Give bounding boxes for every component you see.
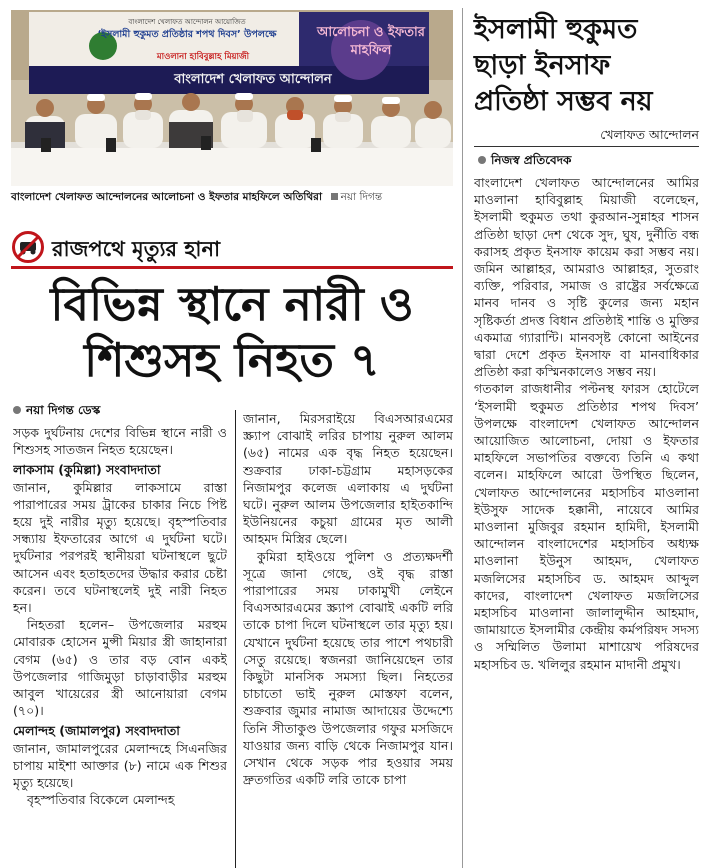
paragraph: বৃহস্পতিবার বিকেলে মেলান্দহ <box>27 792 175 808</box>
left-headline <box>11 276 453 388</box>
left-byline <box>13 402 100 422</box>
paragraph: জানান, জামালপুরের মেলান্দহে সিএনজির চাপায় মাইশা আক্তার (৮) নামে এক শিশুর মৃত্যু হয়েছে। <box>13 740 227 791</box>
paragraph: বাংলাদেশ খেলাফত আন্দোলনের আমির মাওলানা হাবিবুল্লাহ মিয়াজী বলেছেন, ইসলামী হুকুমত তথা কুরআন-সুন্নাহর শাসন প্রতিষ্ঠা ছাড়া দেশ থেকে সুদ, ঘুষ, দুর্নীতি বন্ধ করাসহ প্রকৃত ইনসাফ কায়েম করা সম্ভব নয়। জমিন আল্লাহর, আমরাও আল্লাহর, সুতরাং ব্যক্তি, পরিবার, সমাজ ও রাষ্ট্রের সর্বক্ষেত্রে মানব দানব ও সৃষ্টি কুলের জন্য মহান সৃষ্টিকর্তা প্রদত্ত বিধান প্রতিষ্ঠাই শান্তি ও মুক্তির একমাত্র গ্যারান্টি। মানবসৃষ্ট কোনো আইনের দ্বারা দেশে প্রকৃত ইনসাফ বা মানবাধিকার প্রতিষ্ঠা করা কস্মিনকালেও সম্ভব নয়। <box>474 175 699 380</box>
column-divider <box>235 410 236 868</box>
right-headline <box>474 12 699 120</box>
paragraph: গতকাল রাজধানীর পল্টনস্থ ফারস হোটেলে ‘ইসলামী হুকুমত প্রতিষ্ঠার শপথ দিবস’ উপলক্ষে বাংলাদেশ খেলাফত আন্দোলন আয়োজিত আলোচনা, দোয়া ও ইফতার মাহফিলে সভাপতির বক্তব্যে তিনি এ কথা বলেন। মাহফিলে আরো উপস্থিত ছিলেন, খেলাফত আন্দোলনের মহাসচিব মাওলানা ইউসুফ সাদেক হক্কানী, নায়েবে আমির মাওলানা মুজিবুর রহমান হামিদী, ইসলামী আন্দোলন বাংলাদেশের মহাসচিব অধ্যক্ষ মাওলানা ইউনুস আহমদ, খেলাফত মজলিসের মহাসচিব ড. আহমদ আব্দুল কাদের, বাংলাদেশ খেলাফত মজলিসের মহাসচিব মাওলানা জালালুদ্দীন আহমাদ, জামায়াতে ইসলামীর কেন্দ্রীয় কর্মপরিষদ সদস্য ও সম্মিলিত উলামা মাশায়েখ পরিষদের মহাসচিব ড. খলিলুর রহমান মাদানী প্রমুখ। <box>474 381 699 672</box>
right-headline-line-1: ইসলামী হুকুমত <box>474 14 638 45</box>
paragraph: জানান, মিরসরাইয়ে বিএসআরএমের স্ক্র্যাপ বোঝাই লরির চাপায় নুরুল আলম (৬৫) নামের এক বৃদ্ধ নিহত হয়েছেন। শুক্রবার ঢাকা-চট্টগ্রাম মহাসড়কের নিজামপুর কলেজ এলাকায় এ দুর্ঘটনা ঘটে। নুরুল আলম উপজেলার হাইতকান্দি ইউনিয়নের কচুয়া গ্রামের মৃত আলী আহমদ মিস্ত্রির ছেলে। <box>243 411 453 547</box>
caption-text: বাংলাদেশ খেলাফত আন্দোলনের আলোচনা ও ইফতার মাহফিলে অতিথিরা <box>11 191 322 203</box>
photo-caption <box>11 190 453 212</box>
banner-line-3: মাওলানা হাবিবুল্লাহ মিয়াজী <box>156 52 250 62</box>
right-byline-text: নিজস্ব প্রতিবেদক <box>491 153 572 167</box>
section-label: রাজপথে মৃত্যুর হানা <box>52 237 221 261</box>
left-headline-line-1: বিভিন্ন স্থানে নারী ও <box>50 277 414 331</box>
bullet-icon <box>13 406 21 414</box>
left-headline-line-2: শিশুসহ নিহত ৭ <box>84 333 380 387</box>
banner-right-title: আলোচনা ও ইফতার মাহফিল <box>317 25 425 58</box>
right-article-body <box>474 174 699 868</box>
right-rule <box>474 146 699 147</box>
banner-line-2: ‘ইসলামী হুকুমত প্রতিষ্ঠার শপথ দিবস’ উপলক্ষে <box>97 29 277 40</box>
paragraph: নিহতরা হলেন– উপজেলার মরহুম মোবারক হোসেন মুন্সী মিয়ার স্ত্রী জাহানারা বেগম (৬৫) ও তার বড় বোন একই উপজেলার গাজিমুড়া চাড়াবাড়ীর মরহুম আবুল খায়েরের স্ত্রী আনোয়ারা বেগম (৭০)। <box>13 617 227 719</box>
news-photo <box>11 10 453 186</box>
banner-line-1: বাংলাদেশ খেলাফত আন্দোলন আয়োজিত <box>128 18 246 26</box>
left-byline-text: নয়া দিগন্ত ডেস্ক <box>26 403 101 417</box>
subhead: মেলান্দহ (জামালপুর) সংবাদদাতা <box>13 723 180 739</box>
left-article-col-1 <box>13 424 227 868</box>
left-article-col-2 <box>243 410 453 868</box>
section-rule <box>11 266 453 269</box>
caption-square-icon <box>331 193 338 200</box>
right-headline-line-3: প্রতিষ্ঠা সম্ভব নয় <box>474 86 653 117</box>
bullet-icon <box>478 156 486 164</box>
banner-lower-text: বাংলাদেশ খেলাফত আন্দোলন <box>174 72 332 87</box>
right-headline-line-2: ছাড়া ইনসাফ <box>474 50 611 81</box>
accident-logo-icon <box>12 231 44 263</box>
caption-source: নয়া দিগন্ত <box>340 191 383 203</box>
paragraph: জানান, কুমিল্লার লাকসামে রাস্তা পারাপারের সময় ট্রাকের চাকার নিচে পিষ্ট হয়ে দুই নারীর মৃত্যু হয়েছে। বৃহস্পতিবার সন্ধ্যায় ইফতারের আগে এ দুর্ঘটনা ঘটে। দুর্ঘটনার পরপরই স্থানীয়রা ঘটনাস্থলে ছুটে আসেন এবং হতাহতদের উদ্ধার করার চেষ্টা করেন। তবে ঘটনাস্থলেই দুই নারী নিহত হন। <box>13 479 227 616</box>
right-kicker: খেলাফত আন্দোলন <box>600 127 699 142</box>
page-divider <box>462 8 463 868</box>
right-byline <box>478 152 571 172</box>
paragraph: কুমিরা হাইওয়ে পুলিশ ও প্রত্যক্ষদর্শী সূত্রে জানা গেছে, ওই বৃদ্ধ রাস্তা পারাপারের সময় ঢাকামুখী লেইনে বিএসআরএমের স্ক্র্যাপ বোঝাই একটি লরি তাকে চাপা দিলে ঘটনাস্থলে তার মৃত্যু হয়। যেখানে দুর্ঘটনা হয়েছে তার পাশে পথচারী সেতু রয়েছে। স্বজনরা জানিয়েছেন তার কিছুটা মানসিক সমস্যা ছিল। নিহতের চাচাতো ভাই নুরুল মোস্তফা বলেন, শুক্রবার জুমার নামাজ আদায়ের উদ্দেশ্যে তিনি সীতাকুণ্ড উপজেলার গফুর মসজিদে যাওয়ার জন্য বাড়ি থেকে নিজামপুর যান। সেখান থেকে সড়ক পার হওয়ার সময় দ্রুতগতির একটি লরি তাকে চাপা <box>243 548 453 788</box>
subhead: লাকসাম (কুমিল্লা) সংবাদদাতা <box>13 462 161 478</box>
paragraph: সড়ক দুর্ঘটনায় দেশের বিভিন্ন স্থানে নারী ও শিশুসহ সাতজন নিহত হয়েছেন। <box>13 425 227 458</box>
